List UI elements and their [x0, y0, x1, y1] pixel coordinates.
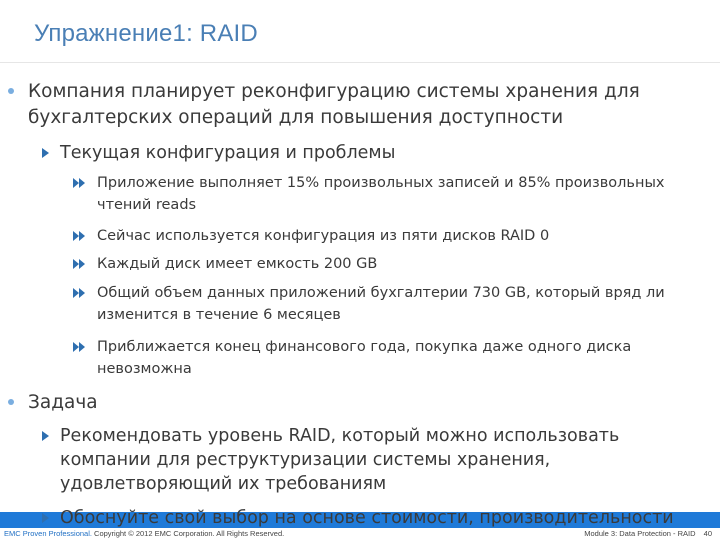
bullet-fiscal-year: [97, 336, 702, 380]
title-divider: [0, 62, 720, 63]
footer-module-text: Module 3: Data Protection - RAID: [584, 529, 696, 538]
bullet-app-workload-text: Приложение выполняет 15% произвольных записей и 85% произвольных чтений reads: [97, 175, 665, 213]
bullet-current-config-text: Текущая конфигурация и проблемы: [60, 143, 396, 163]
footer-copyright-text: Copyright © 2012 EMC Corporation. All Rights Reserved.: [91, 529, 285, 538]
bullet-data-volume: [97, 282, 702, 326]
bullet-double-triangle-icon: [73, 342, 87, 352]
footer-module: [584, 529, 712, 538]
footer-brand: EMC Proven Professional.: [4, 529, 92, 538]
bullet-triangle-icon: [42, 148, 49, 158]
bullet-app-workload: [97, 172, 702, 216]
bullet-disk-capacity: [97, 253, 702, 275]
bullet-double-triangle-icon: [73, 178, 87, 188]
bullet-recommend-raid: [60, 424, 710, 496]
bullet-justify-choice-text: Обоснуйте свой выбор на основе стоимости, производительности: [60, 508, 674, 528]
footer-page-number: 40: [703, 529, 712, 538]
bullet-company: [28, 79, 708, 131]
bullet-raid0-config-text: Сейчас используется конфигурация из пяти дисков RAID 0: [97, 228, 550, 244]
bullet-triangle-icon: [42, 431, 49, 441]
bullet-raid0-config: [97, 225, 702, 247]
bullet-company-text: Компания планирует реконфигурацию системы хранения для бухгалтерских операций для повышения доступности: [28, 81, 640, 128]
bullet-task: [28, 390, 708, 416]
bullet-dot-icon: [8, 88, 14, 94]
bullet-current-config: [60, 141, 710, 165]
slide-title: Упражнение1: RAID: [34, 20, 258, 47]
bullet-task-text: Задача: [28, 392, 98, 413]
bullet-dot-icon: [8, 399, 14, 405]
footer-copyright: [4, 529, 284, 538]
bullet-data-volume-text: Общий объем данных приложений бухгалтерии 730 GB, который вряд ли изменится в течение 6 месяцев: [97, 285, 665, 323]
bullet-double-triangle-icon: [73, 288, 87, 298]
bullet-triangle-icon: [42, 513, 49, 523]
bullet-disk-capacity-text: Каждый диск имеет емкость 200 GB: [97, 256, 378, 272]
bullet-double-triangle-icon: [73, 259, 87, 269]
bullet-recommend-raid-text: Рекомендовать уровень RAID, который можно использовать компании для реструктуризации системы хранения, удовлетворяющий их требованиям: [60, 426, 620, 494]
bullet-fiscal-year-text: Приближается конец финансового года, покупка даже одного диска невозможна: [97, 339, 632, 377]
bullet-double-triangle-icon: [73, 231, 87, 241]
bullet-justify-choice: [60, 506, 674, 530]
